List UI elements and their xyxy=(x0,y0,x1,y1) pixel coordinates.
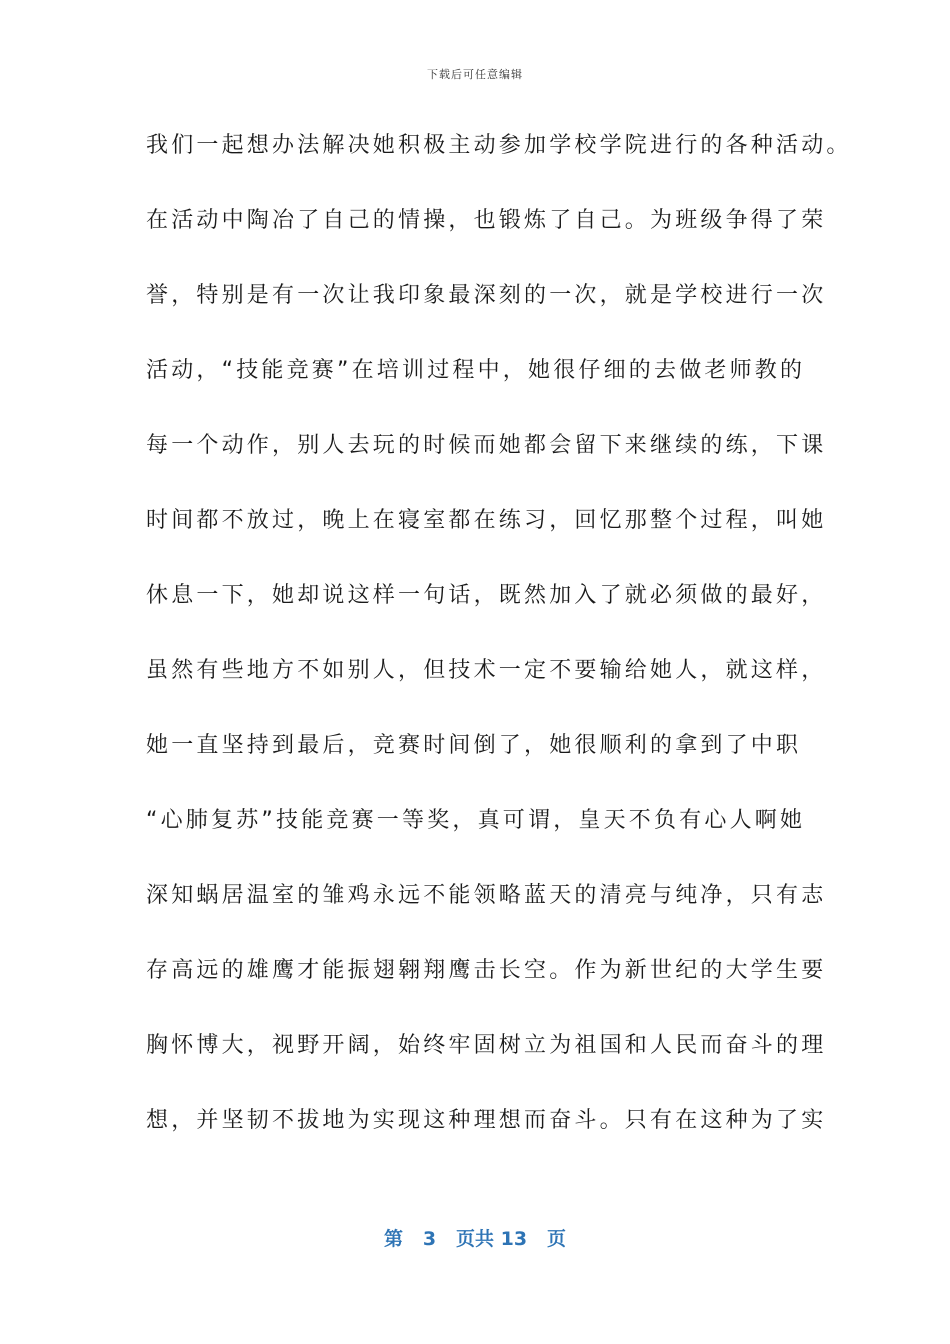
text-line: 誉，特别是有一次让我印象最深刻的一次，就是学校进行一次 xyxy=(146,283,827,308)
text-line: “心肺复苏”技能竞赛一等奖，真可谓，皇天不负有心人啊她 xyxy=(146,808,806,833)
text-line: 每一个动作，别人去玩的时候而她都会留下来继续的练，下课 xyxy=(146,433,827,458)
text-line: 想，并坚韧不拔地为实现这种理想而奋斗。只有在这种为了实 xyxy=(146,1108,827,1133)
header-note: 下载后可任意编辑 xyxy=(427,68,523,81)
total-pages-number: 13 xyxy=(500,1228,528,1250)
footer-suffix: 页 xyxy=(546,1228,566,1250)
text-line: 虽然有些地方不如别人，但技术一定不要输给她人，就这样， xyxy=(146,658,827,683)
text-line: 她一直坚持到最后，竞赛时间倒了，她很顺利的拿到了中职 xyxy=(146,733,802,758)
footer-prefix: 第 xyxy=(384,1228,404,1250)
text-line: 在活动中陶冶了自己的情操，也锻炼了自己。为班级争得了荣 xyxy=(146,208,827,233)
text-line: 深知蜗居温室的雏鸡永远不能领略蓝天的清亮与纯净，只有志 xyxy=(146,883,827,908)
text-line: 活动，“技能竞赛”在培训过程中，她很仔细的去做老师教的 xyxy=(146,358,806,383)
text-line: 胸怀博大，视野开阔，始终牢固树立为祖国和人民而奋斗的理 xyxy=(146,1033,827,1058)
page-footer xyxy=(0,1224,950,1251)
text-line: 时间都不放过，晚上在寝室都在练习，回忆那整个过程，叫她 xyxy=(146,508,827,533)
text-line: 休息一下，她却说这样一句话，既然加入了就必须做的最好， xyxy=(146,583,827,608)
footer-middle: 页共 xyxy=(456,1228,495,1250)
current-page-number: 3 xyxy=(422,1228,437,1250)
text-line: 存高远的雄鹰才能振翅翱翔鹰击长空。作为新世纪的大学生要 xyxy=(146,958,827,983)
text-line: 我们一起想办法解决她积极主动参加学校学院进行的各种活动。 xyxy=(146,133,852,158)
document-body xyxy=(146,126,852,1176)
